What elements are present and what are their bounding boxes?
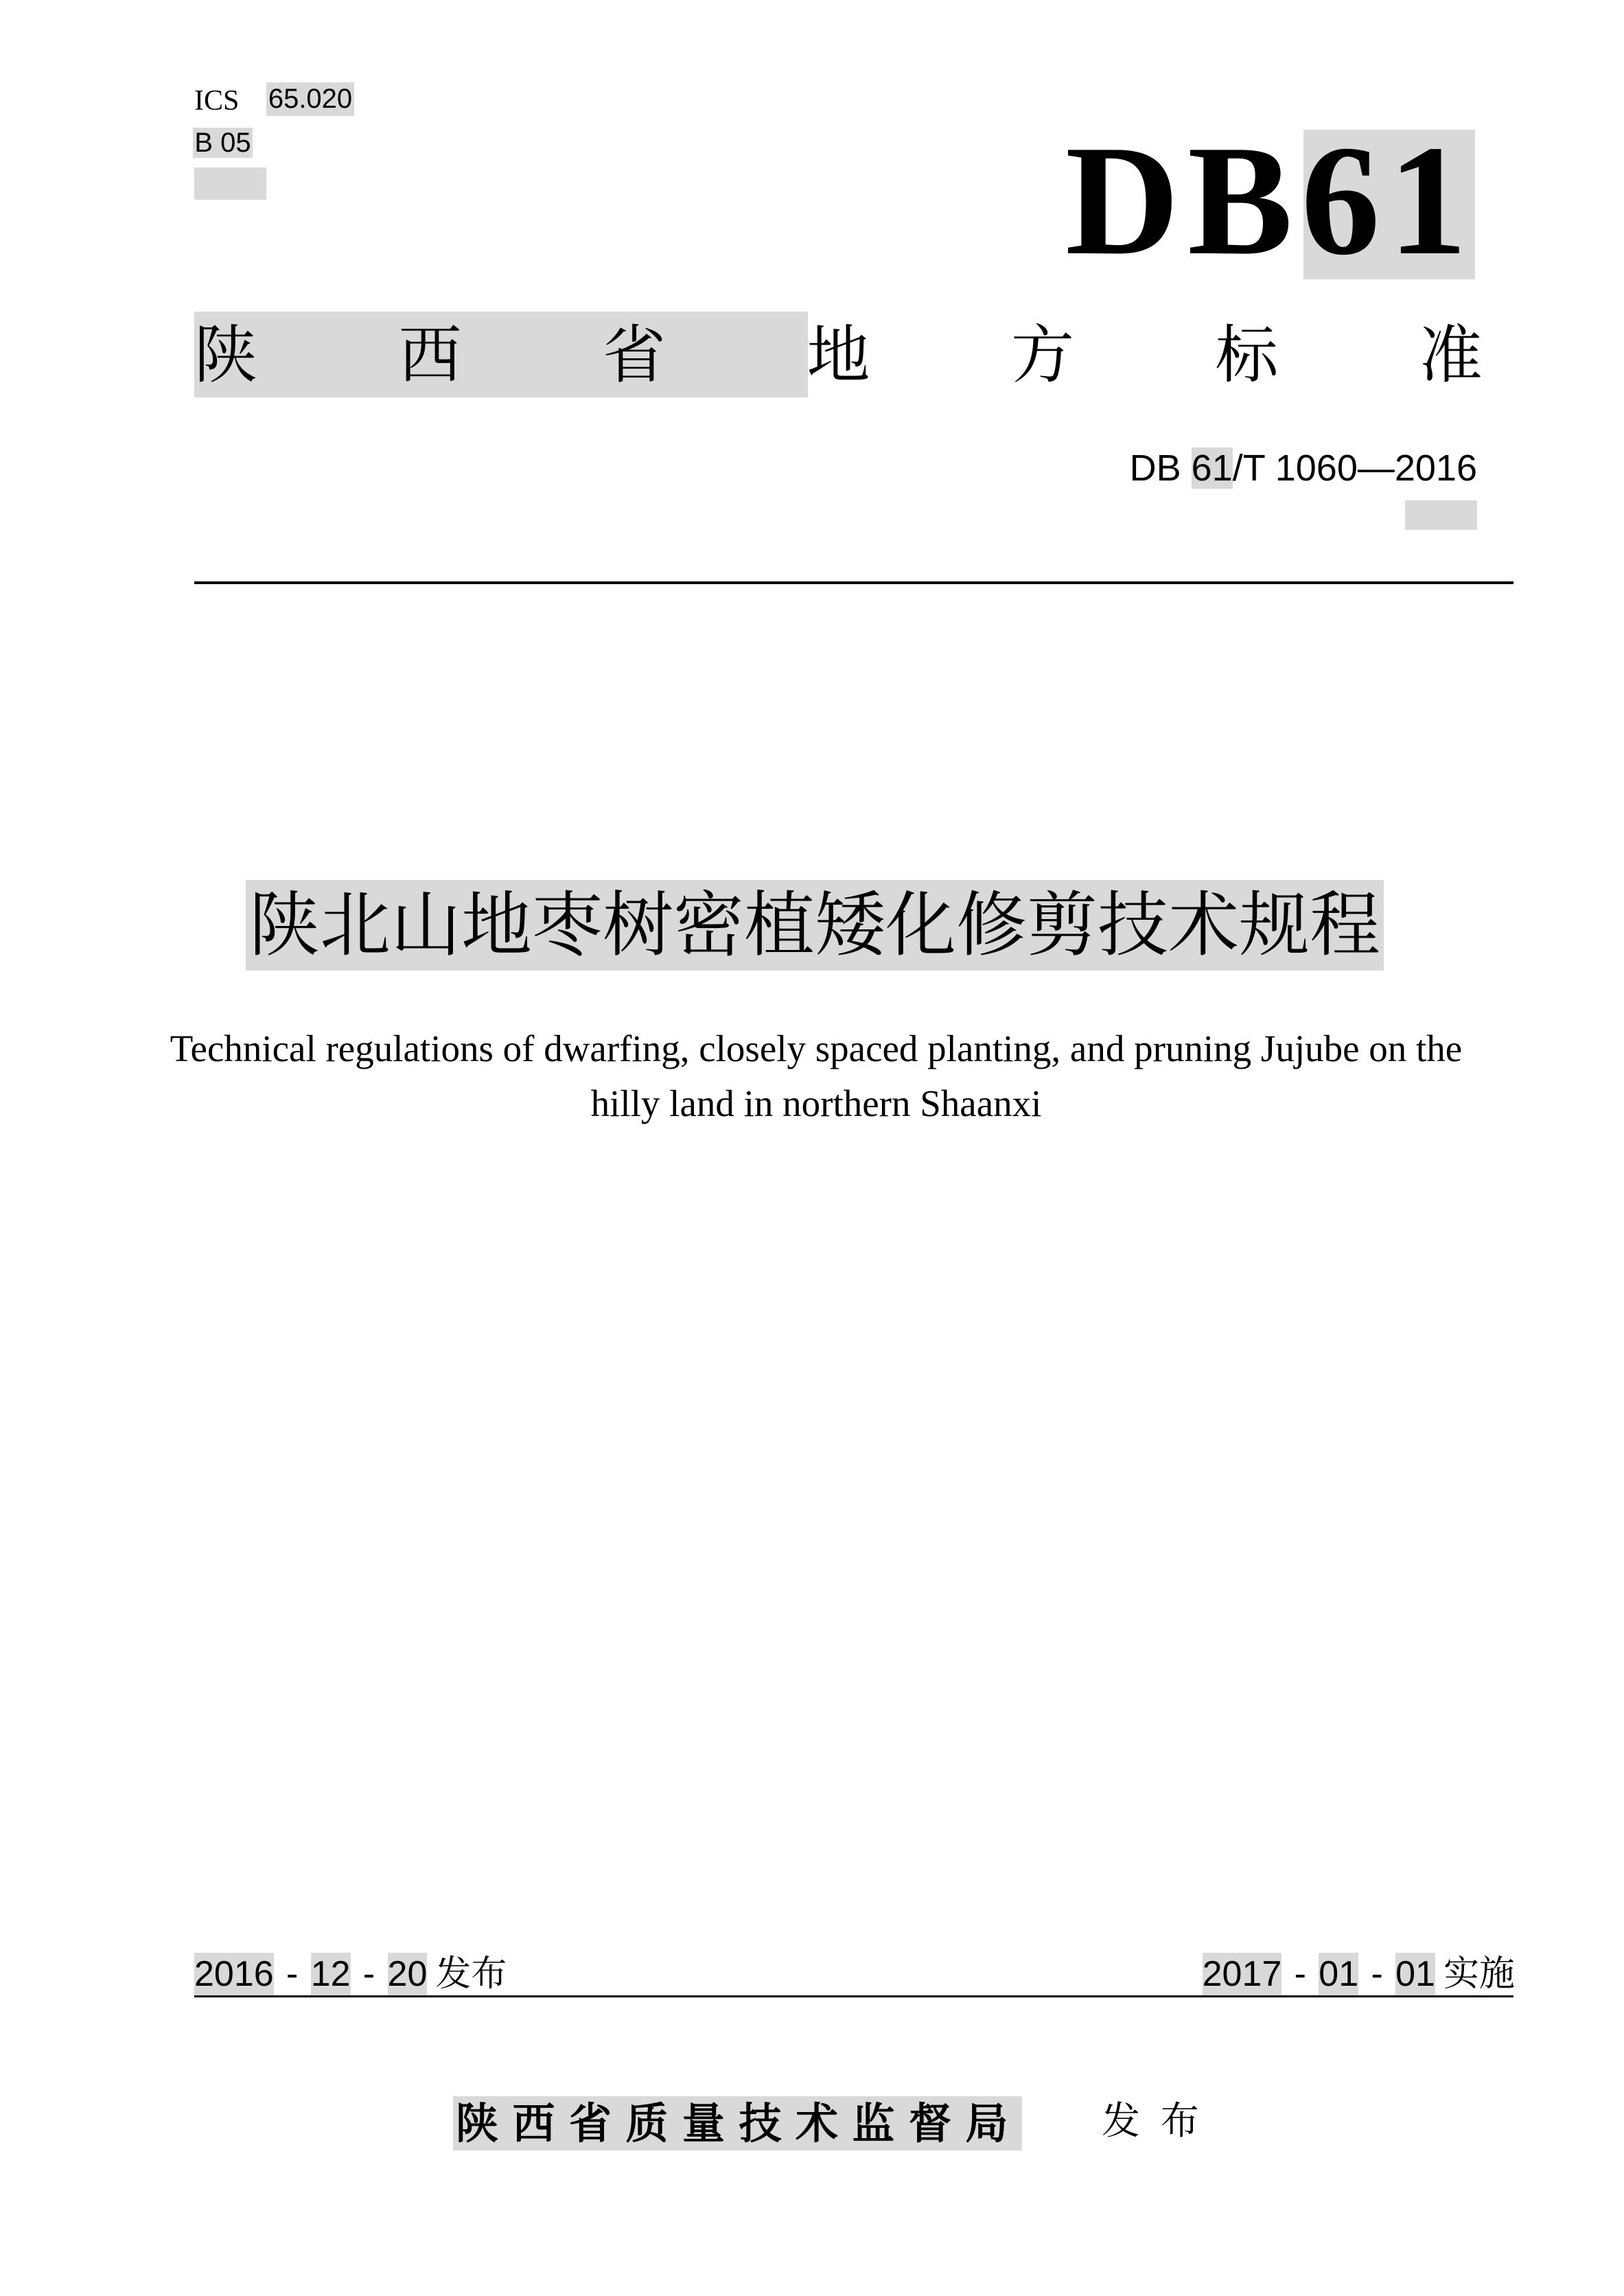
- category-char: 省: [602, 318, 666, 392]
- standard-number: [961, 448, 1477, 489]
- category-char: 陕: [194, 318, 258, 392]
- category-char: 地: [807, 318, 870, 392]
- blank-field: [194, 167, 266, 200]
- standard-mark-prefix: DB: [1065, 113, 1301, 288]
- divider-line: [194, 1995, 1513, 1997]
- blank-field: [1405, 500, 1477, 530]
- standard-category: [194, 318, 1483, 392]
- standard-mark-region: 61: [1301, 113, 1476, 288]
- ccs-code: B 05: [193, 128, 253, 158]
- date-separator: -: [362, 1954, 375, 1994]
- category-char: 标: [1215, 318, 1279, 392]
- issue-action: 发 布: [1102, 2099, 1203, 2144]
- standard-mark: [1065, 113, 1476, 288]
- category-char: 方: [1010, 318, 1074, 392]
- standard-number-suffix: /T 1060—2016: [1232, 448, 1477, 489]
- issue-day: 20: [387, 1954, 428, 1994]
- title-block: [5, 880, 1624, 971]
- standard-number-region: 61: [1191, 448, 1233, 489]
- divider-line: [194, 581, 1513, 584]
- ics-label: ICS: [194, 85, 240, 117]
- title-chinese: 陕北山地枣树密植矮化修剪技术规程: [246, 880, 1384, 971]
- date-separator: -: [1371, 1954, 1383, 1994]
- category-char: 准: [1419, 318, 1483, 392]
- issue-year: 2016: [194, 1954, 274, 1994]
- date-separator: -: [1294, 1954, 1306, 1994]
- issuing-authority: 陕西省质量技术监督局: [453, 2096, 1022, 2150]
- title-english-line-1: Technical regulations of dwarfing, closely spaced planting, and pruning Jujube on the: [170, 1028, 1463, 1069]
- effective-date: [1030, 1953, 1515, 1995]
- effective-year: 2017: [1202, 1954, 1282, 1994]
- issue-date: [194, 1953, 507, 1995]
- ics-code: 65.020: [266, 82, 354, 116]
- effective-day: 01: [1395, 1954, 1435, 1994]
- standard-number-prefix: DB: [1129, 448, 1181, 489]
- issue-month: 12: [310, 1954, 351, 1994]
- category-char: 西: [398, 318, 462, 392]
- effective-month: 01: [1319, 1954, 1359, 1994]
- date-separator: -: [286, 1954, 299, 1994]
- title-english-line-2: hilly land in northern Shaanxi: [590, 1082, 1042, 1124]
- issue-label: 发布: [435, 1953, 507, 1995]
- effective-label: 实施: [1443, 1953, 1515, 1995]
